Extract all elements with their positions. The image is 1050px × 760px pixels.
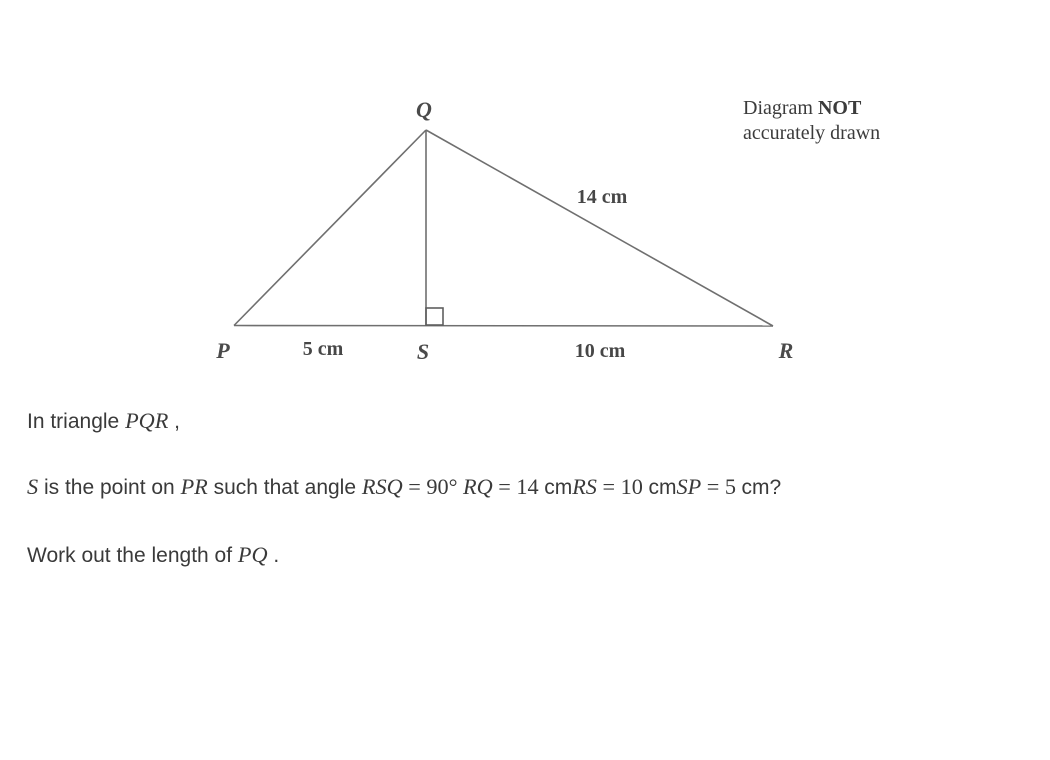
base-pr-line [234, 326, 773, 327]
note-text-bold: NOT [817, 97, 862, 119]
vertex-label-s: S [416, 339, 430, 364]
vertex-label-r: R [778, 338, 794, 363]
side-pq-line [234, 130, 426, 326]
math-var-rs: RS [572, 474, 597, 499]
problem-line-3 [27, 542, 279, 568]
text-segment: Work out the length of [27, 544, 238, 567]
math-value-5: = 5 [701, 474, 742, 499]
right-angle-marker [426, 308, 443, 325]
math-var-pqr: PQR [125, 408, 169, 433]
note-text-line2: accurately drawn [743, 122, 881, 144]
math-var-rsq: RSQ [361, 474, 403, 499]
vertex-label-q: Q [416, 97, 432, 122]
math-value-10: = 10 [596, 474, 649, 499]
side-label-sr: 10 cm [574, 340, 626, 362]
side-label-qr: 14 cm [576, 186, 628, 208]
math-value-90deg: = 90° [402, 474, 464, 499]
note-text-normal: Diagram [743, 97, 818, 119]
unit-cm: cm [648, 476, 677, 499]
math-var-rq: RQ [463, 474, 493, 499]
diagram-note [743, 96, 880, 146]
text-segment: , [168, 410, 180, 433]
vertex-label-p: P [216, 338, 230, 363]
unit-cm-question: cm? [741, 476, 782, 499]
side-label-ps: 5 cm [302, 338, 344, 360]
text-segment: . [267, 544, 280, 567]
unit-cm: cm [544, 476, 573, 499]
text-segment: In triangle [27, 410, 126, 433]
math-var-pq: PQ [237, 542, 268, 567]
math-var-sp: SP [676, 474, 702, 499]
math-value-14: = 14 [492, 474, 545, 499]
problem-line-2 [27, 474, 781, 500]
text-segment: is the point on [38, 476, 181, 499]
problem-line-1 [27, 408, 180, 434]
side-qr-line [426, 130, 773, 326]
math-var-pr: PR [180, 474, 208, 499]
text-segment: such that angle [207, 476, 362, 499]
math-var-s: S [27, 474, 39, 499]
